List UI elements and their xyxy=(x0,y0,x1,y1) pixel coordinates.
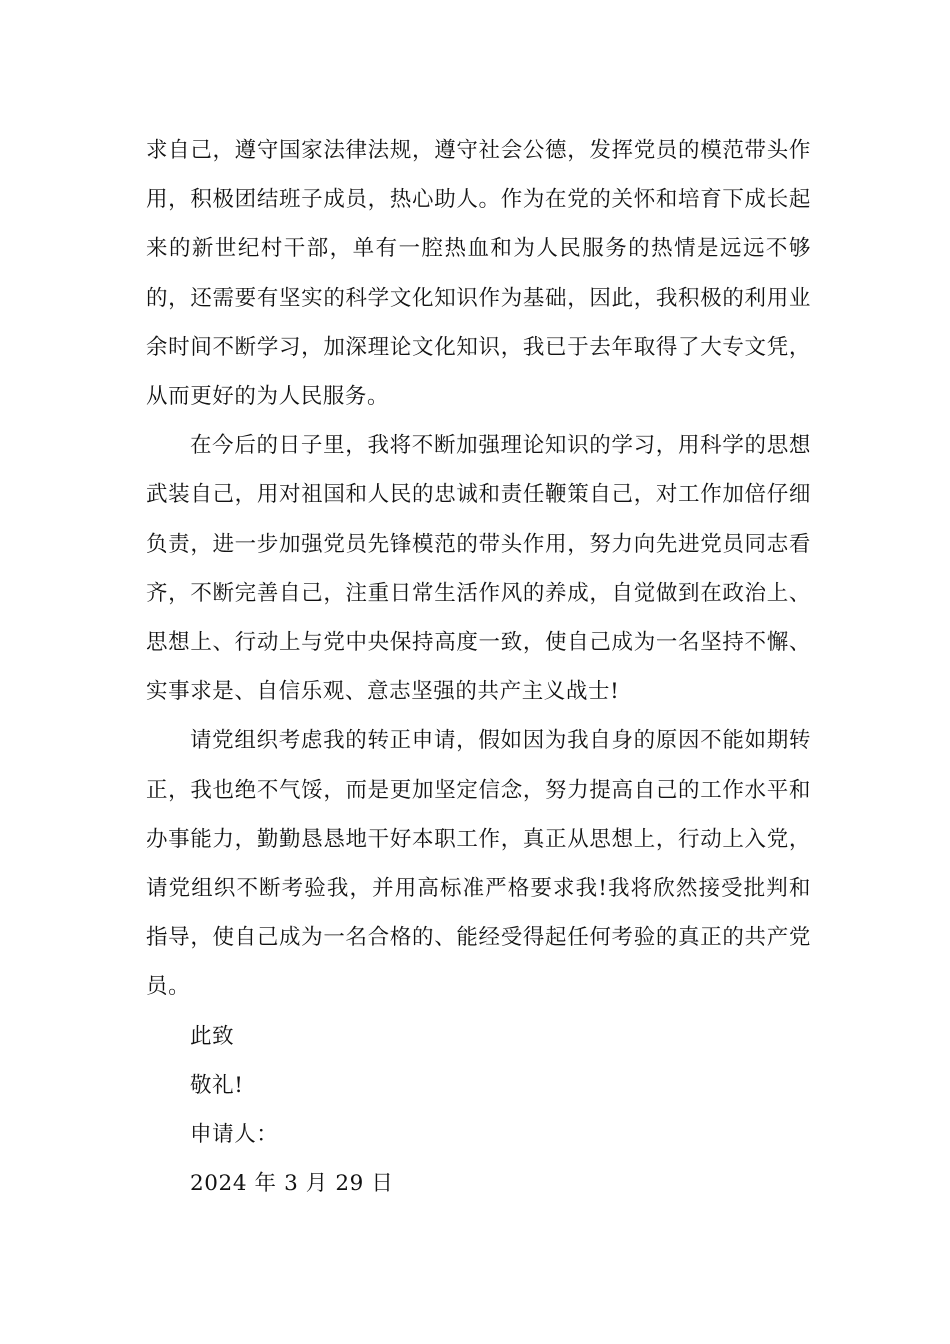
salutation-ci-zhi: 此致 xyxy=(190,1023,235,1049)
salutation-jing-li: 敬礼! xyxy=(190,1072,244,1098)
document-date: 2024 年 3 月 29 日 xyxy=(190,1171,394,1197)
applicant-label: 申请人： xyxy=(190,1122,279,1148)
paragraph-future-commitment: 在今后的日子里，我将不断加强理论知识的学习，用科学的思想武装自己，用对祖国和人民的忠诚和责任鞭策自己，对工作加倍仔细负责，进一步加强党员先锋模范的带头作用，努力向先进党员同志看齐，不断完善自己，注重日常生活作风的养成，自觉做到在政治上、思想上、行动上与党中央保持高度一致，使自己成为一名坚持不懈、实事求是、自信乐观、意志坚强的共产主义战士! xyxy=(146,433,811,705)
document-body xyxy=(146,126,811,1208)
paragraph-continuation: 求自己，遵守国家法律法规，遵守社会公德，发挥党员的模范带头作用，积极团结班子成员，热心助人。作为在党的关怀和培育下成长起来的新世纪村干部，单有一腔热血和为人民服务的热情是远远不够的，还需要有坚实的科学文化知识作为基础，因此，我积极的利用业余时间不断学习，加深理论文化知识，我已于去年取得了大专文凭，从而更好的为人民服务。 xyxy=(146,138,811,410)
paragraph-request: 请党组织考虑我的转正申请，假如因为我自身的原因不能如期转正，我也绝不气馁，而是更加坚定信念，努力提高自己的工作水平和办事能力，勤勤恳恳地干好本职工作，真正从思想上，行动上入党，请党组织不断考验我，并用高标准严格要求我!我将欣然接受批判和指导，使自己成为一名合格的、能经受得起任何考验的真正的共产党员。 xyxy=(146,728,811,1000)
